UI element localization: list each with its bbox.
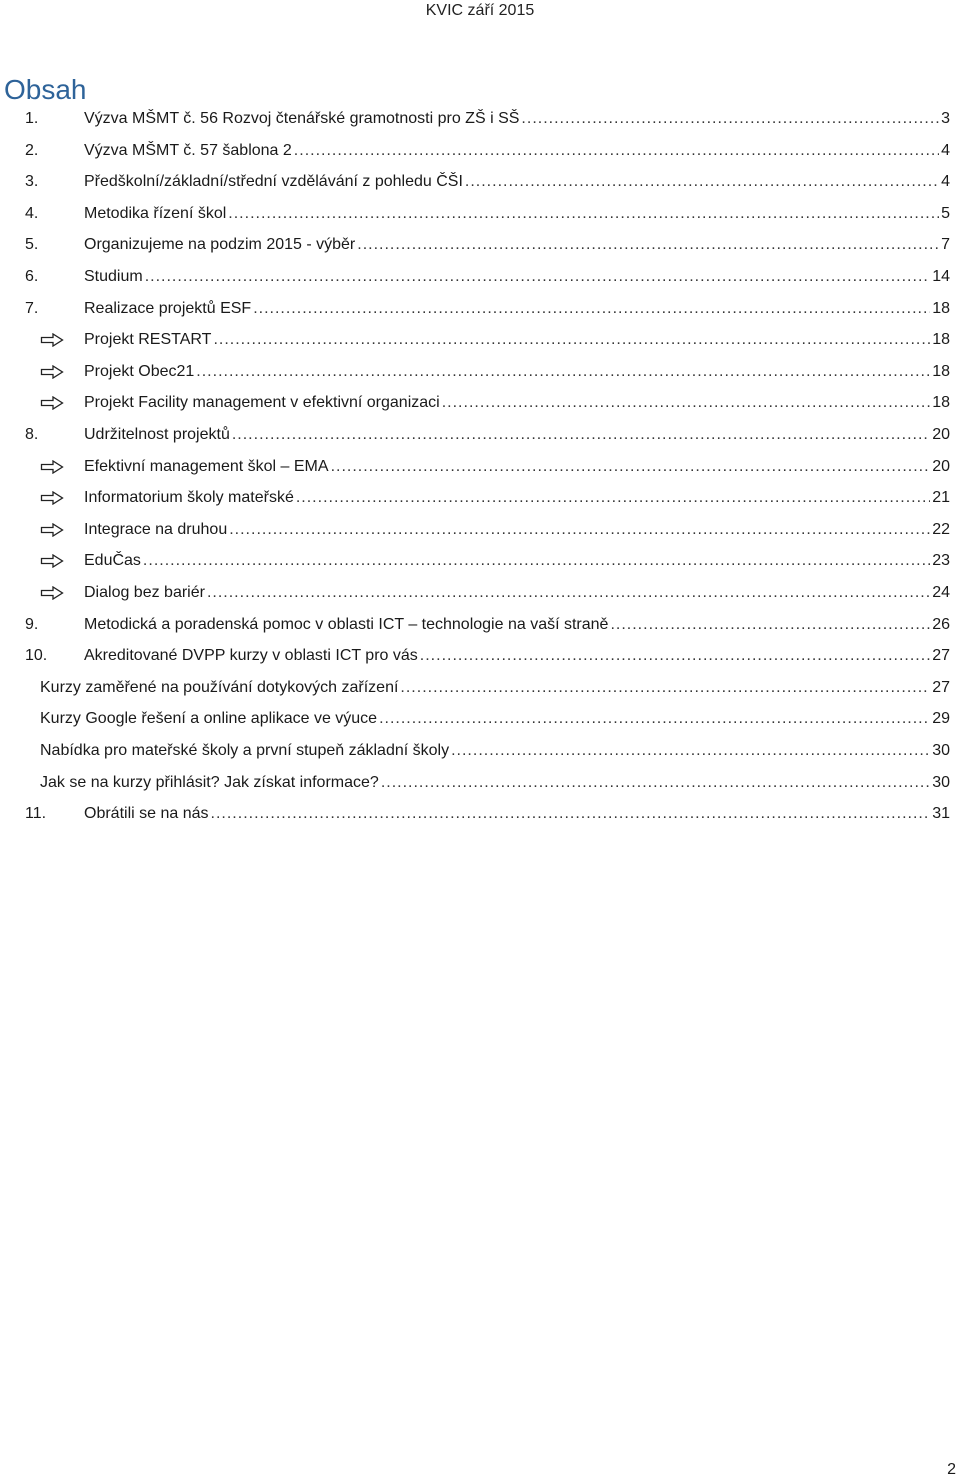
outline-right-arrow-icon	[40, 523, 64, 537]
toc-leader-dots	[465, 171, 939, 193]
toc-entry[interactable]	[0, 708, 960, 730]
toc-entry-line	[84, 392, 950, 414]
toc-entry-title: Projekt RESTART	[84, 331, 212, 349]
toc-entry-title: Projekt Facility management v efektivní organizaci	[84, 394, 440, 412]
toc-leader-dots	[145, 266, 931, 288]
toc-entry-number: 1.	[25, 110, 39, 127]
toc-entry[interactable]	[0, 740, 960, 762]
toc-leader-dots	[207, 582, 930, 604]
toc-entry-line	[84, 203, 950, 225]
toc-entry-number: 8.	[25, 426, 39, 443]
toc-entry[interactable]	[0, 772, 960, 794]
toc-entry-title: Akreditované DVPP kurzy v oblasti ICT pro vás	[84, 647, 418, 665]
outline-right-arrow-icon	[40, 491, 64, 505]
toc-entry-page-number: 26	[932, 615, 950, 633]
toc-entry[interactable]	[0, 392, 960, 414]
toc-entry-title: Studium	[84, 268, 143, 285]
toc-entry-title: Metodika řízení škol	[84, 204, 227, 222]
toc-entry-line	[84, 140, 950, 162]
toc-entry-line	[40, 677, 950, 699]
toc-entry-line	[40, 772, 950, 794]
outline-right-arrow-icon	[40, 460, 64, 474]
toc-leader-dots	[143, 550, 930, 572]
toc-entry-line	[84, 171, 950, 193]
toc-entry-title: Kurzy Google řešení a online aplikace ve výuce	[40, 710, 378, 728]
toc-entry-title: Realizace projektů ESF	[84, 299, 252, 317]
toc-entry[interactable]	[0, 171, 960, 193]
toc-entry-line	[84, 298, 950, 320]
toc-entry-page-number: 20	[932, 457, 950, 475]
toc-entry[interactable]	[0, 677, 960, 699]
toc-entry-title: EduČas	[84, 552, 141, 570]
toc-entry-title: Nabídka pro mateřské školy a první stupeň základní školy	[40, 742, 450, 759]
toc-entry[interactable]	[0, 140, 960, 162]
toc-entry[interactable]	[0, 487, 960, 509]
toc-entry-page-number: 30	[932, 742, 950, 759]
toc-entry-line	[40, 740, 950, 762]
toc-entry-title: Kurzy zaměřené na používání dotykových zařízení	[40, 678, 399, 696]
toc-leader-dots	[294, 140, 939, 162]
page-title: Obsah	[4, 74, 87, 105]
toc-leader-dots	[420, 645, 930, 667]
toc-leader-dots	[521, 108, 939, 130]
toc-entry-page-number: 31	[932, 805, 950, 823]
toc-entry-page-number: 18	[932, 331, 950, 349]
toc-entry-page-number: 27	[932, 678, 950, 696]
toc-entry-title: Výzva MŠMT č. 57 šablona 2	[84, 141, 292, 159]
toc-entry-page-number: 30	[932, 773, 950, 791]
outline-right-arrow-icon	[40, 396, 64, 410]
toc-entry-line	[84, 487, 950, 509]
toc-entry-page-number: 3	[941, 110, 950, 127]
toc-entry-page-number: 18	[932, 394, 950, 412]
toc-entry[interactable]	[0, 582, 960, 604]
toc-entry-line	[84, 456, 950, 478]
toc-entry[interactable]	[0, 424, 960, 446]
toc-leader-dots	[211, 803, 931, 825]
page-number: 2	[947, 1461, 956, 1478]
toc-entry-line	[84, 361, 950, 383]
toc-entry-line	[84, 266, 950, 288]
toc-entry[interactable]	[0, 266, 960, 288]
toc-entry-page-number: 18	[932, 362, 950, 380]
toc-entry-number: 4.	[25, 204, 39, 222]
toc-entry-line	[84, 424, 950, 446]
toc-entry-title: Metodická a poradenská pomoc v oblasti ICT – technologie na vaší straně	[84, 615, 609, 633]
toc-entry-title: Informatorium školy mateřské	[84, 489, 294, 507]
toc-entry-title: Předškolní/základní/střední vzdělávání z pohledu ČŠI	[84, 173, 463, 191]
toc-entry-number: 11.	[25, 805, 47, 823]
toc-entry-number: 5.	[25, 236, 39, 254]
toc-entry[interactable]	[0, 803, 960, 825]
toc-leader-dots	[451, 740, 930, 762]
outline-right-arrow-icon	[40, 586, 64, 600]
toc-entry-page-number: 24	[932, 584, 950, 601]
toc-entry-title: Udržitelnost projektů	[84, 426, 230, 443]
toc-entry-title: Obrátili se na nás	[84, 805, 209, 823]
toc-entry-line	[84, 582, 950, 604]
toc-entry-page-number: 4	[941, 141, 950, 159]
toc-entry-number: 2.	[25, 141, 39, 159]
toc-entry-line	[84, 550, 950, 572]
toc-entry[interactable]	[0, 550, 960, 572]
toc-entry-title: Organizujeme na podzim 2015 - výběr	[84, 236, 356, 254]
toc-entry-line	[84, 614, 950, 636]
toc-entry-line	[84, 329, 950, 351]
toc-entry-line	[84, 108, 950, 130]
outline-right-arrow-icon	[40, 333, 64, 347]
toc-entry[interactable]	[0, 203, 960, 225]
toc-leader-dots	[296, 487, 930, 509]
toc-entry-page-number: 27	[932, 647, 950, 665]
toc-entry-number: 10.	[25, 647, 48, 665]
toc-entry[interactable]	[0, 108, 960, 130]
toc-entry[interactable]	[0, 456, 960, 478]
toc-entry-page-number: 21	[932, 489, 950, 507]
toc-leader-dots	[331, 456, 931, 478]
toc-entry-title: Jak se na kurzy přihlásit? Jak získat informace?	[40, 773, 379, 791]
toc-entry[interactable]	[0, 298, 960, 320]
toc-entry-line	[84, 645, 950, 667]
toc-entry[interactable]	[0, 234, 960, 256]
toc-leader-dots	[232, 424, 930, 446]
toc-leader-dots	[610, 614, 930, 636]
toc-entry-page-number: 5	[941, 204, 950, 222]
toc-leader-dots	[196, 361, 930, 383]
toc-entry-line	[40, 708, 950, 730]
toc-leader-dots	[442, 392, 930, 414]
toc-entry-line	[84, 519, 950, 541]
toc-leader-dots	[229, 519, 930, 541]
toc-leader-dots	[228, 203, 939, 225]
toc-entry-title: Projekt Obec21	[84, 362, 195, 380]
toc-entry-page-number: 7	[941, 236, 950, 254]
toc-entry-page-number: 18	[932, 299, 950, 317]
toc-entry-page-number: 14	[932, 268, 950, 285]
toc-entry-number: 3.	[25, 173, 39, 191]
toc-leader-dots	[253, 298, 930, 320]
toc-leader-dots	[400, 677, 930, 699]
toc-entry[interactable]	[0, 329, 960, 351]
toc-entry[interactable]	[0, 614, 960, 636]
toc-entry-number: 6.	[25, 268, 39, 285]
toc-entry-number: 9.	[25, 615, 39, 633]
toc-entry-page-number: 29	[932, 710, 950, 728]
toc-leader-dots	[381, 772, 930, 794]
toc-entry[interactable]	[0, 519, 960, 541]
toc-entry[interactable]	[0, 361, 960, 383]
outline-right-arrow-icon	[40, 365, 64, 379]
toc-leader-dots	[213, 329, 930, 351]
toc-entry-page-number: 22	[932, 520, 950, 538]
toc-entry-line	[84, 803, 950, 825]
toc-entry-page-number: 4	[941, 173, 950, 191]
toc-leader-dots	[357, 234, 939, 256]
toc-entry-line	[84, 234, 950, 256]
toc-entry-number: 7.	[25, 299, 39, 317]
toc-entry-page-number: 20	[932, 426, 950, 443]
toc-leader-dots	[379, 708, 930, 730]
toc-entry-title: Efektivní management škol – EMA	[84, 457, 329, 475]
toc-entry-page-number: 23	[932, 552, 950, 570]
page-header: KVIC září 2015	[425, 2, 535, 19]
toc-entry[interactable]	[0, 645, 960, 667]
toc-entry-title: Výzva MŠMT č. 56 Rozvoj čtenářské gramotnosti pro ZŠ i SŠ	[84, 110, 520, 127]
toc-entry-title: Dialog bez bariér	[84, 584, 205, 601]
outline-right-arrow-icon	[40, 554, 64, 568]
toc-entry-title: Integrace na druhou	[84, 520, 228, 538]
